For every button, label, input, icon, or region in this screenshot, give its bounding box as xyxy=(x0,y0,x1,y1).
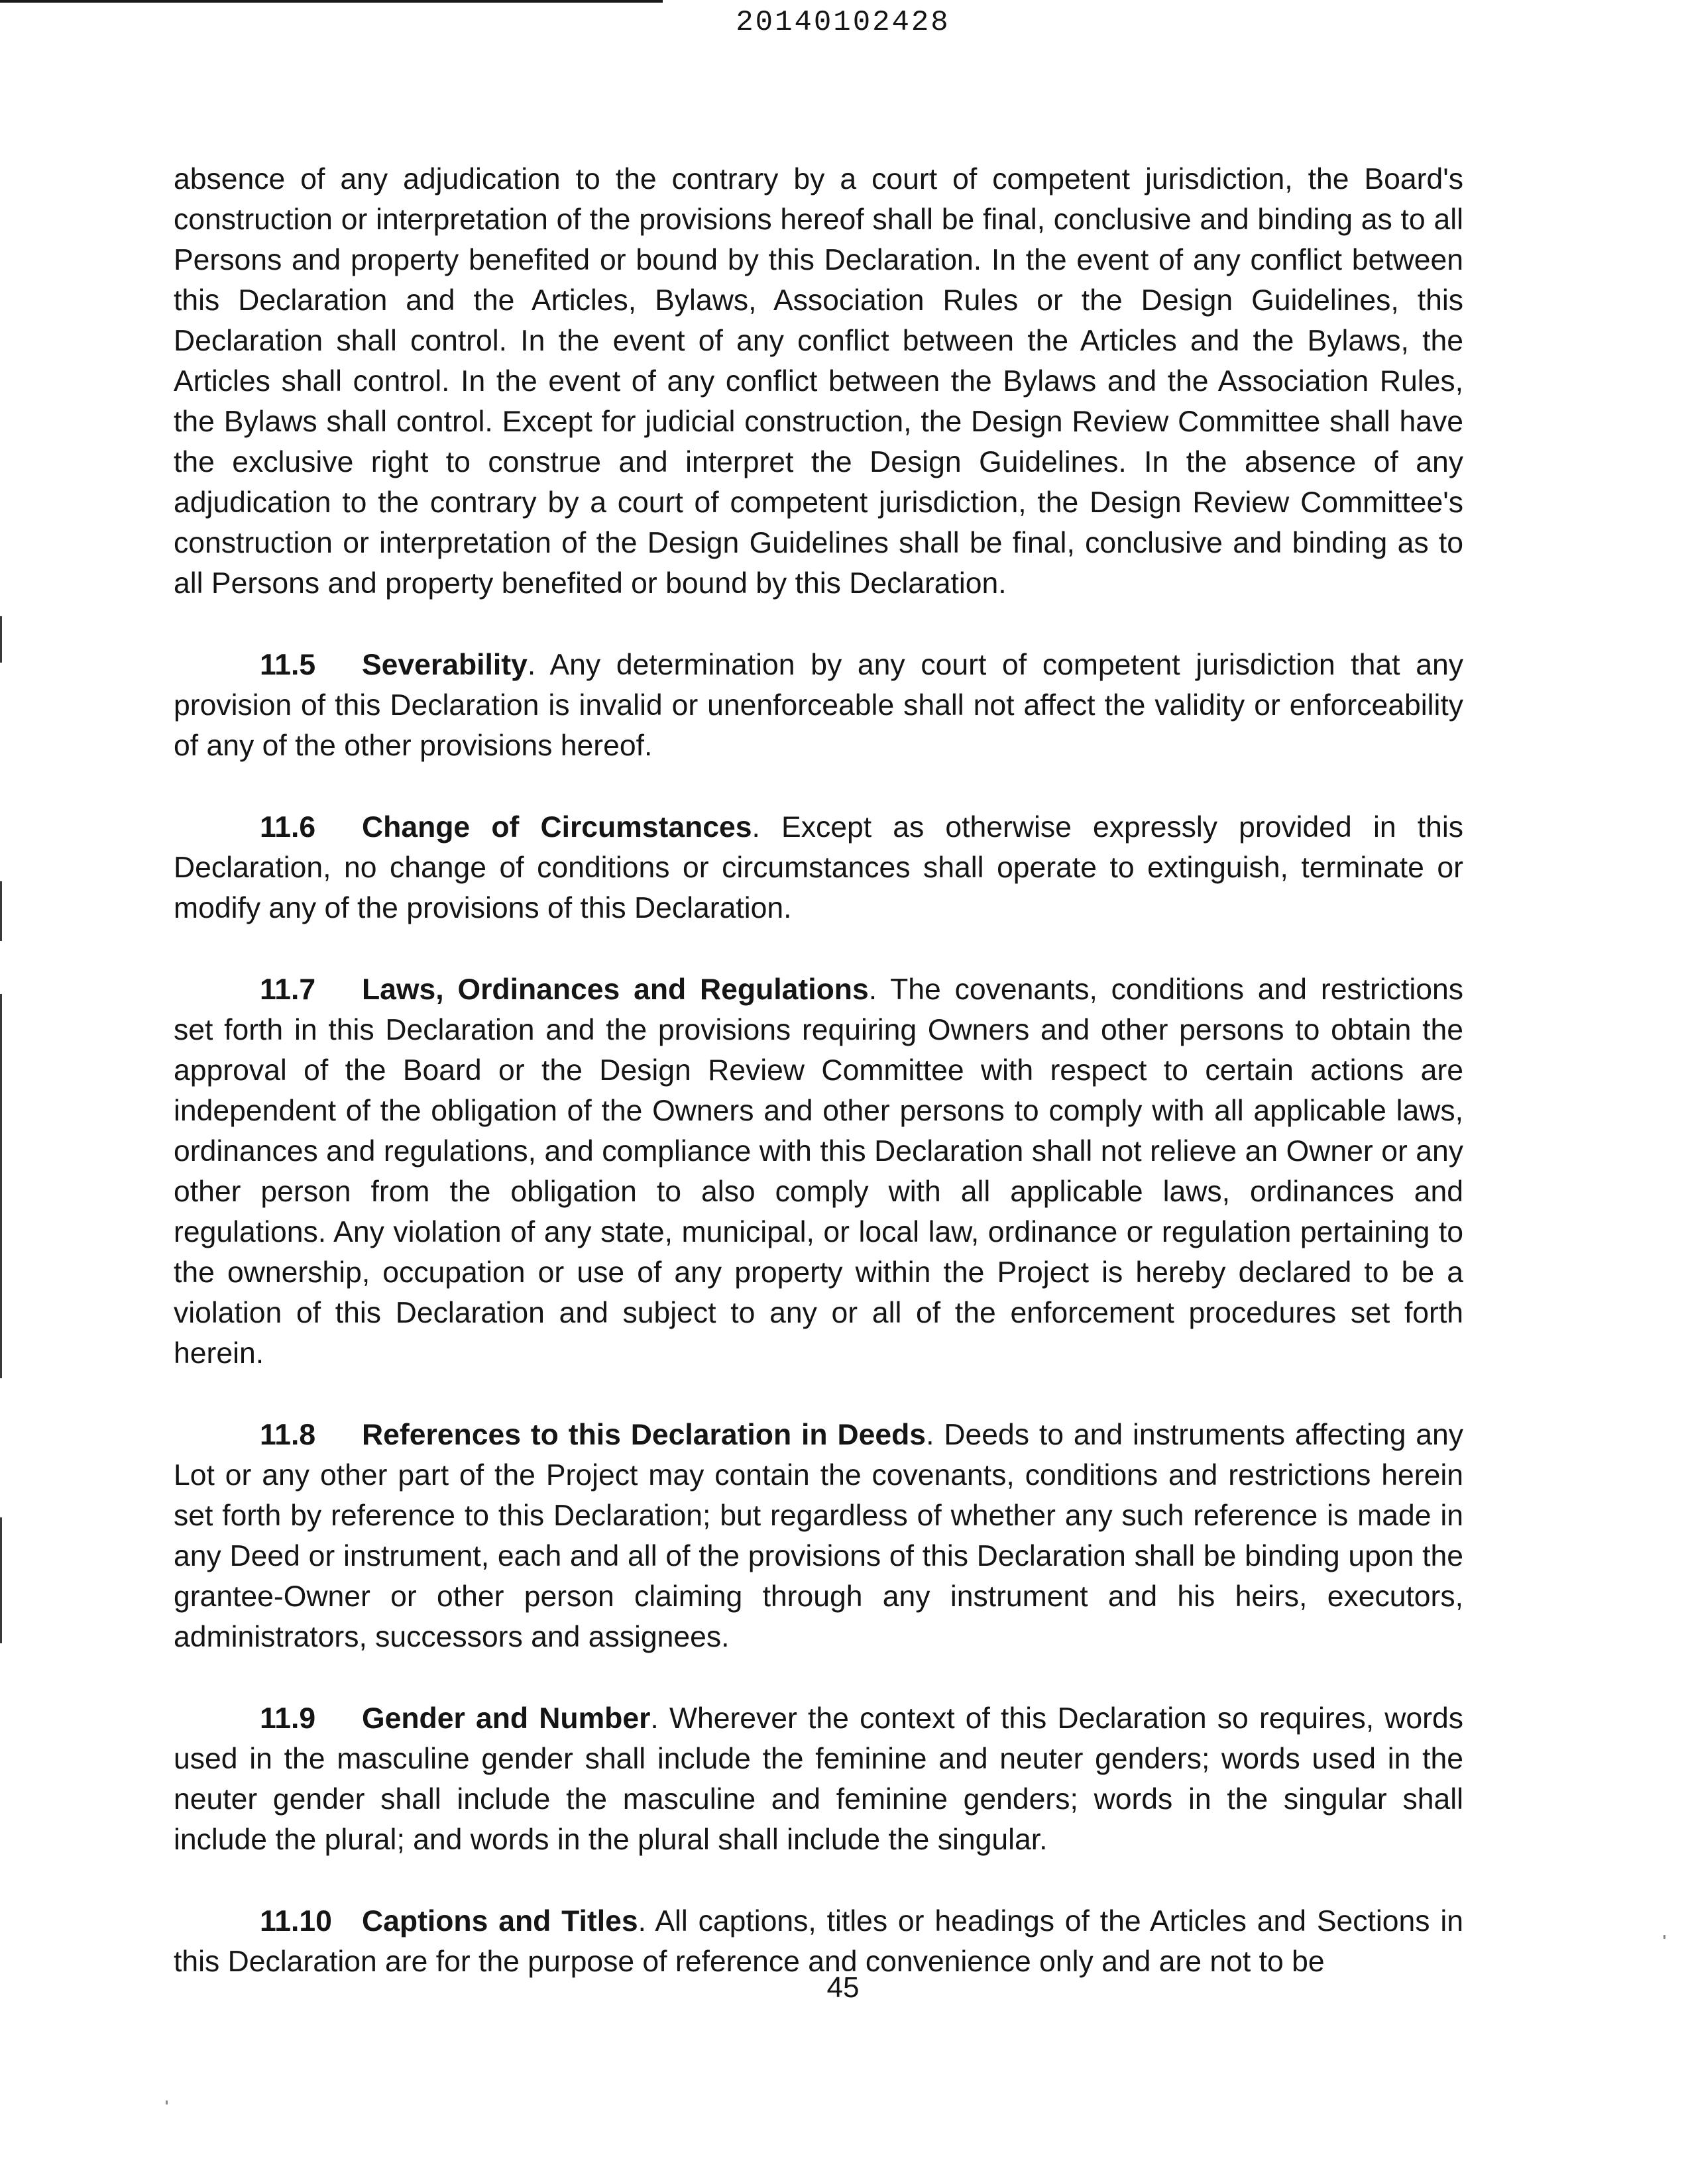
section-text: . Except as otherwise expressly provided in this Declaration, no change of conditions or circumstances shall operate to extinguish, terminate or modify any of the provisions of this Declaration. xyxy=(174,811,1463,924)
section-text: . The covenants, conditions and restrictions set forth in this Declaration and the provisions requiring Owners and other persons to obtain the approval of the Board or the Design Review Committee with respect to certain actions are independent of the obligation of the Owners and other persons to comply with all applicable laws, ordinances and regulations, and compliance with this Declaration shall not relieve an Owner or any other person from the obligation to also comply with all applicable laws, ordinances and regulations. Any violation of any state, municipal, or local law, ordinance or regulation pertaining to the ownership, occupation or use of any property within the Project is hereby declared to be a violation of this Declaration and subject to any or all of the enforcement procedures set forth herein. xyxy=(174,973,1464,1370)
section-title: References to this Declaration in Deeds xyxy=(362,1419,927,1451)
document-number: 20140102428 xyxy=(736,6,950,39)
section-text: . All captions, titles or headings of the Articles and Sections in this Declaration are for the purpose of reference and convenience only and are not to be xyxy=(174,1905,1463,1978)
section-11-8 xyxy=(174,1415,1463,1657)
scan-edge-mark xyxy=(0,616,2,663)
section-number: 11.8 xyxy=(260,1419,316,1451)
section-text: . Deeds to and instruments affecting any Lot or any other part of the Project may contain the covenants, conditions and restrictions herein set forth by reference to this Declaration; but regardless of whether any such reference is made in any Deed or instrument, each and all of the provisions of this Declaration shall be binding upon the grantee-Owner or other person claiming through any instrument and his heirs, executors, administrators, successors and assignees. xyxy=(174,1419,1463,1653)
paragraph-text: absence of any adjudication to the contrary by a court of competent jurisdiction, the Board's construction or interpretation of the provisions hereof shall be final, conclusive and binding as to all Persons and property benefited or bound by this Declaration. In the event of any conflict between this Declaration and the Articles, Bylaws, Association Rules or the Design Guidelines, this Declaration shall control. In the event of any conflict between the Articles and the Bylaws, the Articles shall control. In the event of any conflict between the Bylaws and the Association Rules, the Bylaws shall control. Except for judicial construction, the Design Review Committee shall have the exclusive right to construe and interpret the Design Guidelines. In the absence of any adjudication to the contrary by a court of competent jurisdiction, the Design Review Committee's construction or interpretation of the Design Guidelines shall be final, conclusive and binding as to all Persons and property benefited or bound by this Declaration. xyxy=(174,163,1463,600)
paragraph-continuation xyxy=(174,159,1463,604)
section-text: . Wherever the context of this Declaration so requires, words used in the masculine gender shall include the feminine and neuter genders; words used in the neuter gender shall include the masculine and feminine genders; words in the singular shall include the plural; and words in the plural shall include the singular. xyxy=(174,1702,1463,1856)
section-title: Laws, Ordinances and Regulations xyxy=(362,973,869,1006)
section-11-6 xyxy=(174,807,1463,928)
section-text: . Any determination by any court of competent jurisdiction that any provision of this Declaration is invalid or unenforceable shall not affect the validity or enforceability of any of the other provisions hereof. xyxy=(174,649,1463,762)
section-number: 11.10 xyxy=(260,1905,332,1938)
scan-edge-mark xyxy=(0,1517,2,1643)
page-number: 45 xyxy=(826,1971,860,2004)
section-title: Gender and Number xyxy=(362,1702,651,1735)
section-number: 11.7 xyxy=(260,973,316,1006)
section-title: Captions and Titles xyxy=(362,1905,638,1938)
scan-speck xyxy=(166,2101,168,2104)
section-number: 11.6 xyxy=(260,811,316,844)
section-11-5 xyxy=(174,645,1463,766)
section-title: Severability xyxy=(362,649,528,681)
section-number: 11.5 xyxy=(260,649,316,681)
section-number: 11.9 xyxy=(260,1702,316,1735)
section-11-9 xyxy=(174,1698,1463,1860)
scan-edge-mark xyxy=(0,881,2,941)
document-body xyxy=(174,159,1463,1982)
scan-edge-mark xyxy=(0,994,2,1378)
scan-speck xyxy=(1663,1935,1665,1939)
section-title: Change of Circumstances xyxy=(362,811,752,844)
section-11-7 xyxy=(174,969,1463,1374)
